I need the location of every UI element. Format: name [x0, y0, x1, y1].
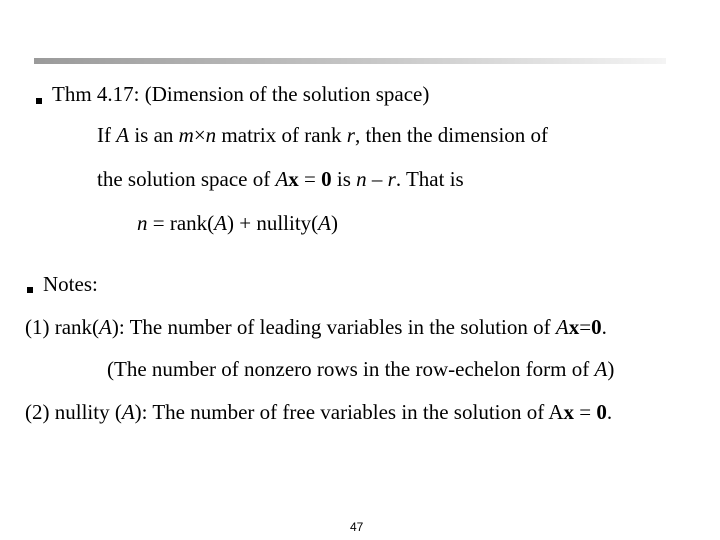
header-rule	[34, 58, 666, 64]
note-item-2: (2) nullity (A): The number of free variables in the solution of Ax = 0.	[25, 400, 613, 424]
bullet-icon	[27, 287, 33, 293]
theorem-title: Thm 4.17: (Dimension of the solution space)	[52, 82, 430, 106]
theorem-line-1: If A is an m×n matrix of rank r, then the dimension of	[97, 123, 549, 147]
notes-heading: Notes:	[43, 272, 98, 296]
note-item-1-sub: (The number of nonzero rows in the row-echelon form of A)	[107, 357, 615, 381]
bullet-icon	[36, 98, 42, 104]
page-number: 47	[350, 520, 364, 534]
theorem-line-2: the solution space of Ax = 0 is n – r. That is	[97, 167, 464, 191]
note-item-1: (1) rank(A): The number of leading variables in the solution of Ax=0.	[25, 315, 607, 339]
theorem-formula: n = rank(A) + nullity(A)	[137, 211, 338, 235]
